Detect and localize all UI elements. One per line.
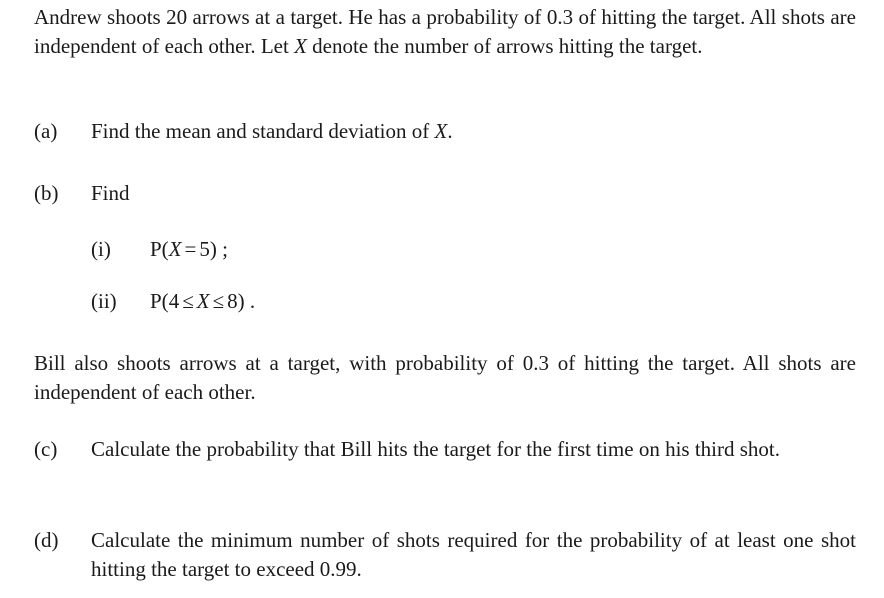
intro-text-after: denote the number of arrows hitting the target.	[306, 34, 703, 58]
part-b-i-value: 5	[199, 237, 210, 261]
part-b-ii-close: ) .	[237, 289, 256, 313]
part-d-label: (d)	[34, 528, 59, 552]
intro-variable: X	[294, 34, 307, 58]
part-a-label: (a)	[34, 119, 58, 143]
part-b-i-close: ) ;	[209, 237, 228, 261]
part-b-ii-p: P(	[150, 289, 169, 313]
part-b-i-label: (i)	[91, 237, 111, 261]
part-b-ii-low: 4	[168, 289, 180, 313]
intro-paragraph	[34, 3, 856, 61]
part-a-variable: X	[434, 119, 448, 143]
part-a-prompt: Find the mean and standard deviation of	[91, 119, 435, 143]
part-a-end: .	[447, 119, 453, 143]
bill-paragraph: Bill also shoots arrows at a target, with probability of 0.3 of hitting the target. All shots are independent of each other.	[34, 351, 856, 404]
part-b-ii-relation-1: ≤	[182, 289, 194, 313]
part-b-i-relation: =	[184, 237, 197, 261]
part-b-text: Find	[91, 181, 130, 205]
part-a-text	[91, 117, 856, 146]
part-b-i-expression	[150, 235, 228, 264]
part-b-ii-expression	[150, 287, 255, 316]
part-b-label: (b)	[34, 181, 59, 205]
intro-text-before: Andrew shoots 20 arrows at a target. He has a probability of 0.3 of hitting the target. All shots are independent of each other. Let	[34, 5, 856, 58]
part-b-i-p: P(	[150, 237, 169, 261]
part-b-ii-variable: X	[196, 289, 210, 313]
part-c-label: (c)	[34, 437, 58, 461]
part-b-ii-relation-2: ≤	[212, 289, 225, 313]
part-d-text: Calculate the minimum number of shots required for the probability of at least one shot hitting the target to exceed 0.99.	[91, 528, 856, 581]
part-b-i-variable: X	[168, 237, 182, 261]
part-b-ii-label: (ii)	[91, 289, 117, 313]
part-c-text: Calculate the probability that Bill hits the target for the first time on his third shot.	[91, 437, 780, 461]
part-b-ii-high: 8	[227, 289, 238, 313]
